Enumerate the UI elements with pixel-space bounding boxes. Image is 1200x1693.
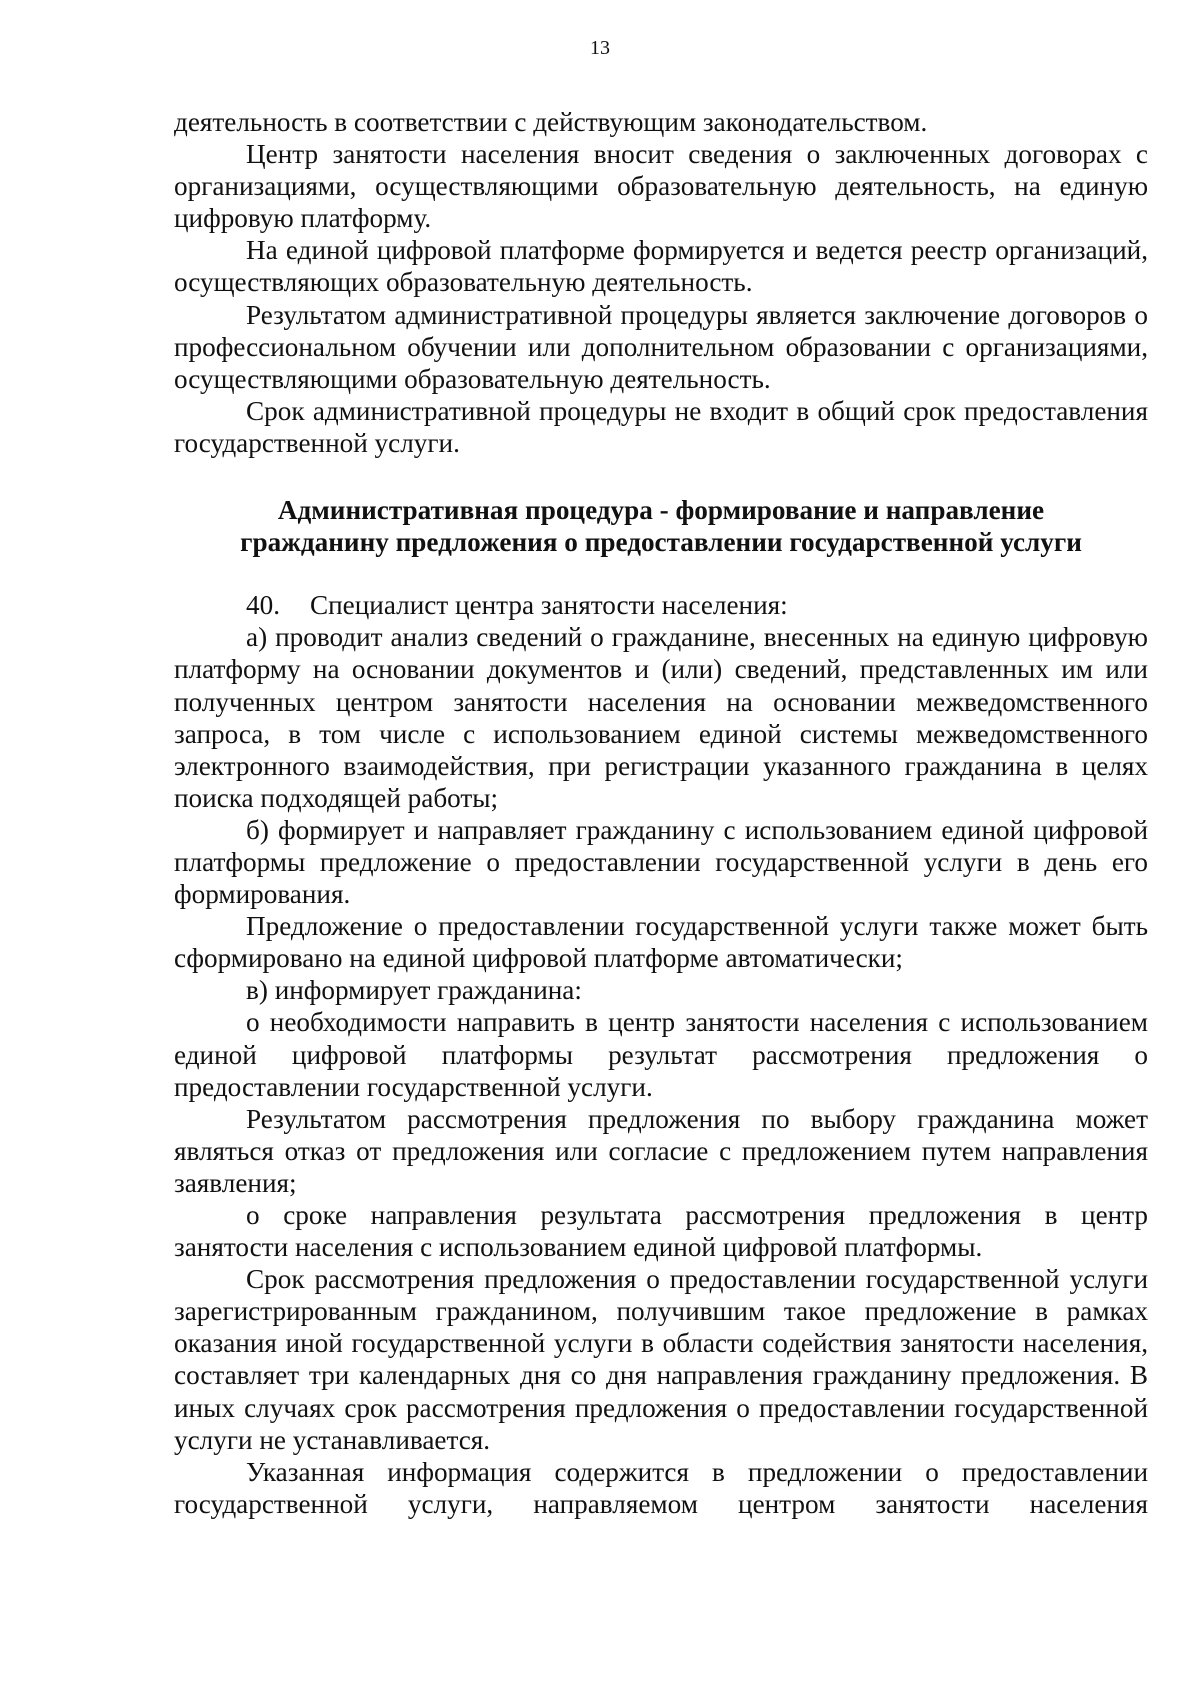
section-heading-line-2: гражданину предложения о предоставлении государственной услуги — [240, 527, 1082, 558]
numbered-item-40 — [174, 589, 1148, 621]
paragraph: Срок рассмотрения предложения о предоставлении государственной услуги зарегистрированным гражданином, получившим такое предложение в рамках оказания иной государственной услуги в области содействия занятости населения, составляет три календарных дня со дня направления гражданину предложения. В иных случаях срок рассмотрения предложения о предоставлении государственной услуги не устанавливается. — [174, 1264, 1148, 1455]
page-number: 13 — [590, 37, 610, 59]
item-number: 40. — [246, 590, 280, 621]
section-heading-line-1: Административная процедура - формирование и направление — [277, 495, 1045, 526]
paragraph: На единой цифровой платформе формируется и ведется реестр организаций, осуществляющих образовательную деятельность. — [174, 235, 1148, 298]
section-heading — [174, 459, 1148, 589]
paragraph: Срок административной процедуры не входит в общий срок предоставления государственной услуги. — [174, 395, 1148, 458]
paragraph: а) проводит анализ сведений о гражданине, внесенных на единую цифровую платформу на основании документов и (или) сведений, представленных им или полученных центром занятости населения на основании межведомственного запроса, в том числе с использованием единой системы межведомственного электронного взаимодействия, при регистрации указанного гражданина в целях поиска подходящей работы; — [174, 622, 1148, 813]
paragraph: Предложение о предоставлении государственной услуги также может быть сформировано на единой цифровой платформе автоматически; — [174, 911, 1148, 974]
paragraph: Центр занятости населения вносит сведения о заключенных договорах с организациями, осуществляющими образовательную деятельность, на единую цифровую платформу. — [174, 139, 1148, 234]
paragraph: о необходимости направить в центр занятости населения с использованием единой цифровой платформы результат рассмотрения предложения о предоставлении государственной услуги. — [174, 1007, 1148, 1102]
paragraph: деятельность в соответствии с действующим законодательством. — [174, 107, 928, 137]
paragraph: Результатом административной процедуры является заключение договоров о профессиональном обучении или дополнительном образовании с организациями, осуществляющими образовательную деятельность. — [174, 299, 1148, 394]
paragraph: Результатом рассмотрения предложения по выбору гражданина может являться отказ от предложения или согласие с предложением путем направления заявления; — [174, 1103, 1148, 1198]
paragraph: б) формирует и направляет гражданину с использованием единой цифровой платформы предложение о предоставлении государственной услуги в день его формирования. — [174, 814, 1148, 910]
paragraph: Указанная информация содержится в предложении о предоставлении государственной услуги, направляемом центром занятости населения — [174, 1456, 1148, 1519]
document-body — [174, 106, 1148, 1520]
paragraph: о сроке направления результата рассмотрения предложения в центр занятости населения с использованием единой цифровой платформы. — [174, 1200, 1148, 1263]
item-text: Специалист центра занятости населения: — [310, 590, 788, 621]
paragraph: в) информирует гражданина: — [246, 975, 582, 1006]
